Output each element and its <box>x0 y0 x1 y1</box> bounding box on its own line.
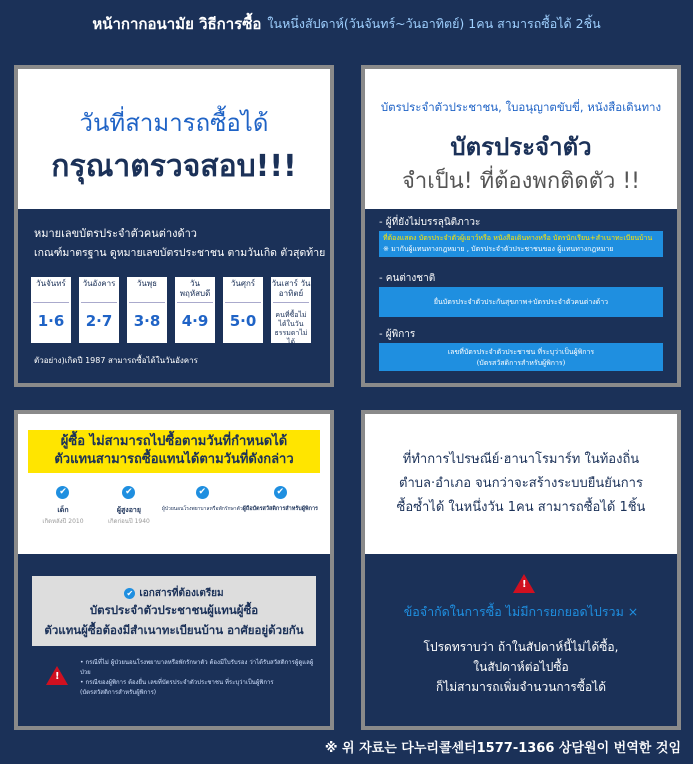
limit-body-1: โปรดทราบว่า ถ้าในสัปดาห์นี้ไม่ได้ซื้อ, <box>423 640 619 654</box>
eligible-label: ผู้ถือบัตรสวัสดิการสำหรับผู้พิการ <box>242 506 319 512</box>
day-thursday <box>175 277 215 343</box>
eligible-list <box>30 486 318 536</box>
panel-id-required <box>361 65 681 387</box>
eligible-label: ผู้สูงอายุ <box>116 506 141 514</box>
warning-icon: ! <box>46 666 68 685</box>
check-icon: ✔ <box>196 486 209 499</box>
note-line: • กรณีที่ไม่ ผู้ป่วยนอนโรงพยาบาลหรือพักรักษาตัว ต้องมีใบรับรอง ว่าได้รับสวัสดิการผู้ดูแลผู้ป่วย <box>80 659 314 676</box>
section-foreigners: - คนต่างชาติ <box>379 273 436 284</box>
header-title: หน้ากากอนามัย วิธีการซื้อ <box>92 15 262 33</box>
limit-title: ข้อจำกัดในการซื้อ ไม่มีการยกยอดไปรวม × <box>403 604 639 619</box>
day-wednesday <box>127 277 167 343</box>
day-name: วันจันทร์ <box>36 279 66 288</box>
section-minors: - ผู้ที่ยังไม่บรรลุนิติภาวะ <box>379 217 481 228</box>
docs-header <box>32 586 316 601</box>
proxy-line1: ผู้ซื้อ ไม่สามารถไปซื้อตามวันที่กำหนดได้ <box>60 434 288 449</box>
disabled-line2: (บัตรสวัสดิการสำหรับผู้พิการ) <box>476 359 566 367</box>
eligible-sub: เกิดหลังปี 2010 <box>42 518 84 525</box>
divider <box>273 302 309 303</box>
proxy-notice <box>28 430 320 473</box>
day-name: วันอังคาร <box>82 279 116 288</box>
eligible-patient <box>162 486 243 536</box>
check-icon: ✔ <box>274 486 287 499</box>
panel1-criteria: เกณฑ์มาตรฐาน ดูหมายเลขบัตรประชาชน ตามวันเกิด ตัวสุดท้าย <box>34 247 326 259</box>
weekday-grid <box>31 277 311 346</box>
note-line: (บัตรสวัสดิการสำหรับผู้พิการ) <box>80 689 157 696</box>
day-name: วันพฤหัสบดี <box>179 279 211 298</box>
day-digits: 3·8 <box>133 312 161 330</box>
day-digits: 1·6 <box>37 312 65 330</box>
divider <box>177 302 213 303</box>
day-digits: 4·9 <box>181 312 209 330</box>
panel-purchase-limit <box>361 410 681 730</box>
limit-text-3: ซื้อซ้ำได้ ในหนึ่งวัน 1คน สามารถซื้อได้ 1ชิ้น <box>396 500 646 515</box>
eligible-label: เด็ก <box>57 506 69 514</box>
eligible-elderly <box>96 486 162 536</box>
divider <box>225 302 261 303</box>
eligible-sub: เกิดก่อนปี 1940 <box>107 518 150 525</box>
weekend-note: คนที่ซื้อไม่ได้ในวันธรรมดาไม่ได้ <box>274 311 308 346</box>
foreigners-box: ยื่นบัตรประจำตัวประกันสุขภาพ+บัตรประจำตัวคนต่างด้าว <box>379 287 663 317</box>
note-line: • กรณีของผู้พิการ ต้องยื่น เลขที่บัตรประจำตัวประชาชน ที่ระบุว่าเป็นผู้พิการ <box>80 679 274 686</box>
check-icon: ✔ <box>56 486 69 499</box>
proxy-notes <box>80 658 316 698</box>
limit-body-3: ก็ไม่สามารถเพิ่มจำนวนการซื้อได้ <box>435 680 607 694</box>
panel1-example: ตัวอย่าง)เกิดปี 1987 สามารถซื้อได้ในวันอังคาร <box>34 356 198 365</box>
panel-proxy-purchase <box>14 410 334 730</box>
eligible-disabled <box>243 486 318 536</box>
day-digits: 2·7 <box>85 312 113 330</box>
day-weekend <box>271 277 311 346</box>
page-header <box>0 0 693 48</box>
docs-header-label: เอกสารที่ต้องเตรียม <box>139 588 224 599</box>
disabled-line1: เลขที่บัตรประจำตัวประชาชน ที่ระบุว่าเป็นผู้พิการ <box>447 348 595 356</box>
limit-text-1: ที่ทำการไปรษณีย์·ฮานาโรมาร์ท ในท้องถิ่น <box>402 452 640 467</box>
minors-line1: ที่ต้องแสดง บัตรประจำตัวผู้เยาว์หรือ หนังสือเดินทางหรือ บัตรนักเรียน+สำเนาทะเบียนบ้าน <box>383 234 653 242</box>
required-docs-box <box>32 576 316 646</box>
id-types-caption: บัตรประจำตัวประชาชน, ใบอนุญาตขับขี่, หนังสือเดินทาง <box>380 100 662 114</box>
eligible-child <box>30 486 96 536</box>
warning-icon: ! <box>513 574 535 593</box>
day-friday <box>223 277 263 343</box>
footer-note: ※ 위 자료는 다누리콜센터1577-1366 상담원이 번역한 것임 <box>324 741 681 756</box>
day-name: วันศุกร์ <box>230 279 256 288</box>
docs-line1: บัตรประจำตัวประชาชนผู้แทนผู้ซื้อ <box>89 603 259 617</box>
disabled-box <box>379 343 663 371</box>
id-required-note: จำเป็น! ที่ต้องพกติดตัว !! <box>402 169 640 194</box>
panel1-headline: วันที่สามารถซื้อได้ <box>79 109 269 137</box>
check-icon: ✔ <box>124 588 135 599</box>
day-digits: 5·0 <box>229 312 257 330</box>
eligible-label: ผู้ป่วยนอนโรงพยาบาลหรือพักรักษาตัว <box>161 506 243 512</box>
divider <box>33 302 69 303</box>
day-name: วันเสาร์ วันอาทิตย์ <box>271 279 311 298</box>
limit-text-2: ตำบล·อำเภอ จนกว่าจะสร้างระบบยืนยันการ <box>399 476 643 491</box>
proxy-line2: ตัวแทนสามารถซื้อแทนได้ตามวันที่ดังกล่าว <box>54 452 294 467</box>
panel1-subtitle: หมายเลขบัตรประจำตัวคนต่างด้าว <box>34 227 197 240</box>
check-icon: ✔ <box>122 486 135 499</box>
header-subtitle: ในหนึ่งสัปดาห์(วันจันทร์~วันอาทิตย์) 1คน สามารถซื้อได้ 2ชิ้น <box>267 16 601 31</box>
section-disabled: - ผู้พิการ <box>379 329 416 340</box>
divider <box>129 302 165 303</box>
docs-line2: ตัวแทนผู้ซื้อต้องมีสำเนาทะเบียนบ้าน อาศัยอยู่ด้วยกัน <box>44 623 304 637</box>
minors-line2: ※ มากับผู้แทนทางกฎหมาย , บัตรประจำตัวประชาชนของ ผู้แทนทางกฎหมาย <box>383 245 614 253</box>
minors-box <box>379 231 663 257</box>
divider <box>81 302 117 303</box>
day-name: วันพุธ <box>136 279 158 288</box>
day-monday <box>31 277 71 343</box>
panel1-headline-check: กรุณาตรวจสอบ!!! <box>51 149 297 184</box>
id-card-title: บัตรประจำตัว <box>450 133 592 161</box>
panel-purchase-days <box>14 65 334 387</box>
limit-body-2: ในสัปดาห์ต่อไปซื้อ <box>473 660 569 674</box>
day-tuesday <box>79 277 119 343</box>
